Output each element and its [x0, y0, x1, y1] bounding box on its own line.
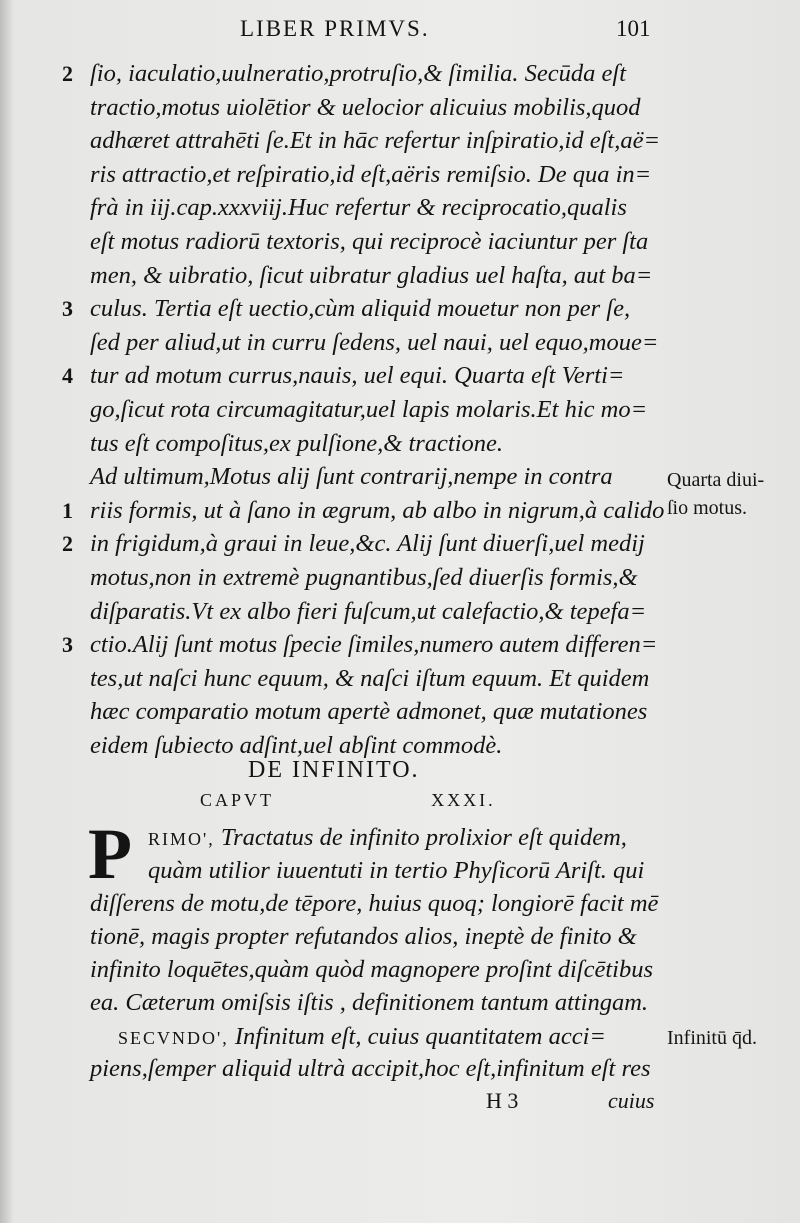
margin-number: 3: [62, 296, 73, 322]
body-line: adhæret attrahēti ſe.Et in hāc refertur inſpiratio,id eſt,aë=: [90, 127, 660, 155]
paragraph-line: tionē, magis propter refutandos alios, ineptè de finito &: [90, 923, 637, 950]
margin-number: 4: [62, 363, 73, 389]
body-line: Ad ultimum,Motus alij ſunt contrarij,nempe in contra: [90, 463, 613, 491]
paragraph-line: ea. Cæterum omiſsis iſtis , definitionem tantum attingam.: [90, 989, 649, 1016]
running-title: LIBER PRIMVS.: [240, 16, 430, 41]
small-caps-word: RIMO',: [148, 829, 215, 849]
line-text: Infinitum eſt, cuius quantitatem acci=: [234, 1023, 606, 1050]
body-line: motus,non in extremè pugnantibus,ſed diuerſis formis,&: [90, 564, 638, 591]
margin-number: 2: [62, 61, 73, 86]
paragraph-line: [118, 1021, 606, 1054]
side-note-line: Quarta diui-: [667, 469, 765, 491]
side-note-quarta: [667, 466, 764, 522]
chapter-label: CAPVT XXXI.: [200, 790, 496, 810]
body-line: tractio,motus uiolētior & uelocior alicuius mobilis,quod: [90, 93, 641, 121]
small-caps-word: SECVNDO',: [118, 1028, 229, 1048]
body-line: in frigidum,à graui in leue,&c. Alij ſunt diuerſi,uel medij: [90, 530, 645, 558]
line-text: Tractatus de infinito prolixior eſt quidem,: [220, 824, 627, 851]
paragraph-line: infinito loquētes,quàm quòd magnopere proſint diſcētibus: [90, 956, 653, 983]
side-note-infinitum: Infinitū q̄d.: [667, 1027, 757, 1049]
body-line: hæc comparatio motum apertè admonet, quæ mutationes: [90, 698, 648, 726]
margin-number: 1: [62, 497, 73, 523]
body-line: frà in iij.cap.xxxviij.Huc refertur & reciprocatio,qualis: [90, 194, 627, 222]
paragraph-line: diſſerens de motu,de tēpore, huius quoq; longiorē facit mē: [90, 890, 659, 917]
body-line: tur ad motum currus,nauis, uel equi. Quarta eſt Verti=: [90, 362, 625, 390]
body-line: culus. Tertia eſt uectio,cùm aliquid mouetur non per ſe,: [90, 295, 631, 323]
section-heading: DE INFINITO.: [248, 757, 420, 783]
body-line: tus eſt compoſitus,ex pulſione,& tractione.: [90, 429, 504, 457]
body-line: ſed per aliud,ut in curru ſedens, uel naui, uel equo,moue=: [90, 328, 659, 356]
body-line: tes,ut naſci hunc equum, & naſci iſtum equum. Et quidem: [90, 664, 650, 692]
side-note-line: ſio motus.: [667, 497, 748, 519]
body-line: riis formis, ut à ſano in ægrum, ab albo in nigrum,à calido: [90, 496, 665, 524]
paragraph-line: [148, 822, 627, 855]
paragraph-line: piens,ſemper aliquid ultrà accipit,hoc eſt,infinitum eſt res: [90, 1055, 651, 1082]
margin-number: 3: [62, 632, 73, 658]
body-line: men, & uibratio, ſicut uibratur gladius uel haſta, aut ba=: [90, 261, 653, 289]
body-line: go,ſicut rota circumagitatur,uel lapis molaris.Et hic mo=: [90, 396, 648, 423]
catchword: cuius: [608, 1088, 655, 1113]
body-line: diſparatis.Vt ex albo fieri fuſcum,ut calefactio,& tepefa=: [90, 597, 647, 625]
drop-capital: P: [88, 814, 132, 894]
body-line: eidem ſubiecto adſint,uel abſint commodè.: [90, 732, 503, 759]
body-line: eſt motus radiorū textoris, qui reciprocè iaciuntur per ſta: [90, 228, 649, 255]
body-line: ſio, iaculatio,uulneratio,protruſio,& ſimilia. Secūda eſt: [90, 60, 627, 87]
page-number: 101: [616, 16, 651, 41]
signature-mark: H 3: [486, 1088, 519, 1113]
margin-number: 2: [62, 531, 73, 557]
body-line: ctio.Alij ſunt motus ſpecie ſimiles,numero autem differen=: [90, 631, 658, 659]
body-line: ris attractio,et reſpiratio,id eſt,aëris remiſsio. De qua in=: [90, 160, 652, 188]
paragraph-line: quàm utilior iuuentuti in tertio Phyſicorū Ariſt. qui: [148, 857, 645, 884]
